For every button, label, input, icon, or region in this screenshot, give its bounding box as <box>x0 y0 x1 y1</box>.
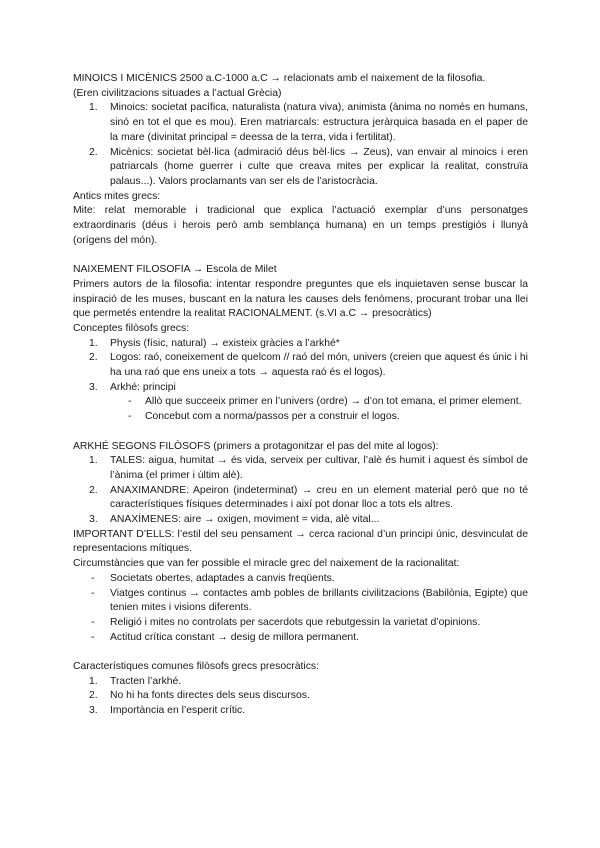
list-item <box>73 675 528 690</box>
item-number: 1. <box>89 675 98 687</box>
item-text: Societats obertes, adaptades a canvis freqüents. <box>110 572 335 584</box>
item-number: 1. <box>89 102 98 114</box>
list-item <box>73 704 528 719</box>
myths-definition: Mite: relat memorable i tradicional que explica l’actuació exemplar d’uns personatges extraordinaris (déus i herois però amb semblança humana) en un temps prestigiós i llunyà (orígens del món). <box>73 205 528 246</box>
list-item <box>73 484 528 513</box>
item-text: Actitud crítica constant → desig de millora permanent. <box>110 631 359 643</box>
item-text: Concebut com a norma/passos per a construir el logos. <box>145 411 400 423</box>
dash-bullet: - <box>91 616 95 628</box>
item-text: Tracten l’arkhé. <box>110 675 182 687</box>
item-text: ANAXÍMENES: aire → oxigen, moviment = vida, alè vital... <box>110 514 380 526</box>
sub-list-item <box>73 395 528 410</box>
section2-heading: NAIXEMENT FILOSOFIA → Escola de Milet <box>73 264 277 276</box>
dash-bullet: - <box>91 572 95 584</box>
list-item <box>73 146 528 190</box>
list-item <box>73 381 528 396</box>
list-item <box>73 513 528 528</box>
dash-bullet: - <box>91 631 95 643</box>
philosophers-list <box>73 454 528 528</box>
section3-heading: ARKHÉ SEGONS FILÒSOFS (primers a protagonitzar el pas del mite al logos): <box>73 440 439 452</box>
arkhe-sublist <box>73 395 528 424</box>
item-text: Allò que succeeix primer en l’univers (ordre) → d’on tot emana, el primer element. <box>145 396 522 408</box>
item-number: 3. <box>89 705 98 717</box>
section1-subheading: (Eren civilitzacions situades a l’actual Grècia) <box>73 87 282 99</box>
dash-bullet: - <box>128 411 132 423</box>
item-number: 2. <box>89 484 98 496</box>
item-text: Viatges continus → contactes amb pobles de brillants civilitzacions (Babilònia, Egipte) que tenien mites i visions diferents. <box>110 587 528 614</box>
item-text: TALES: aigua, humitat → és vida, serveix per cultivar, l’alè és humit i aquest és símbol de l’ànima (el primer i últim alè). <box>110 455 528 481</box>
list-item <box>73 631 528 646</box>
section1-heading: MINOICS I MICÈNICS 2500 a.C-1000 a.C → relacionats amb el naixement de la filosofia. <box>73 73 486 84</box>
item-text: No hi ha fonts directes dels seus discursos. <box>110 690 310 702</box>
item-number: 2. <box>89 690 98 702</box>
section2-intro: Primers autors de la filosofia: intentar respondre preguntes que els inquietaven sense buscar la inspiració de les muses, buscant en la natura les causes dels fenòmens, procurant trobar una llei que permetés entendre la realitat RACIONALMENT. (s.VI a.C → presocràtics) <box>73 278 528 320</box>
list-item <box>73 101 528 145</box>
item-text: Physis (físic, natural) → existeix gràcies a l’arkhé* <box>110 337 340 349</box>
item-text: Importància en l’esperit crític. <box>110 705 246 717</box>
list-item <box>73 616 528 631</box>
item-text: ANAXIMANDRE: Apeiron (indeterminat) → creu en un element material però que no té característiques físiques determinades i així pot donar lloc a tots els altres. <box>110 484 528 511</box>
concepts-list <box>73 337 528 396</box>
item-number: 2. <box>89 146 98 158</box>
list-item <box>73 572 528 587</box>
list-item <box>73 337 528 352</box>
important-note: IMPORTANT D’ELLS: l’estil del seu pensament → cerca racional d’un principi únic, desvinculat de representacions mítiques. <box>73 528 528 555</box>
item-text: Logos: raó, coneixement de quelcom // raó del món, univers (creien que aquest és únic i hi ha una raó que ens uneix a tots → aquesta raó és el logos). <box>110 352 528 379</box>
circumstances-list <box>73 572 528 646</box>
section4-heading: Característiques comunes filòsofs grecs presocràtics: <box>73 661 320 673</box>
item-text: Religió i mites no controlats per sacerdots que rebutgessin la varietat d’opinions. <box>110 616 481 628</box>
item-number: 1. <box>89 455 98 467</box>
item-text: Minoics: societat pacífica, naturalista (natura viva), animista (ànima no només en humans, sinó en tot el que es mou). Eren matriarcals: estructura jeràrquica basada en el paper de la mare (divinitat principal = deessa de la terra, vida i fertilitat). <box>110 102 528 143</box>
list-item <box>73 351 528 380</box>
section1-list <box>73 101 528 189</box>
list-item <box>73 454 528 483</box>
item-number: 3. <box>89 381 98 393</box>
item-number: 2. <box>89 352 98 364</box>
myths-title: Antics mites grecs: <box>73 190 161 202</box>
sub-list-item <box>73 410 528 425</box>
item-text: Micènics: societat bèl·lica (admiració déus bèl·lics → Zeus), van envair al minoics i eren patriarcals (home guerrer i culte que creava mites per explicar la realitat, construïa palaus...). Valors proclamants van ser els de l’aristocràcia. <box>110 146 528 187</box>
item-text: Arkhé: principi <box>110 381 176 393</box>
item-number: 1. <box>89 337 98 349</box>
list-item <box>73 587 528 616</box>
dash-bullet: - <box>91 587 95 599</box>
list-item <box>73 689 528 704</box>
item-number: 3. <box>89 514 98 526</box>
circumstances-title: Circumstàncies que van fer possible el miracle grec del naixement de la racionalitat: <box>73 558 460 570</box>
characteristics-list <box>73 675 528 719</box>
concepts-title: Conceptes filòsofs grecs: <box>73 322 190 334</box>
dash-bullet: - <box>128 396 132 408</box>
